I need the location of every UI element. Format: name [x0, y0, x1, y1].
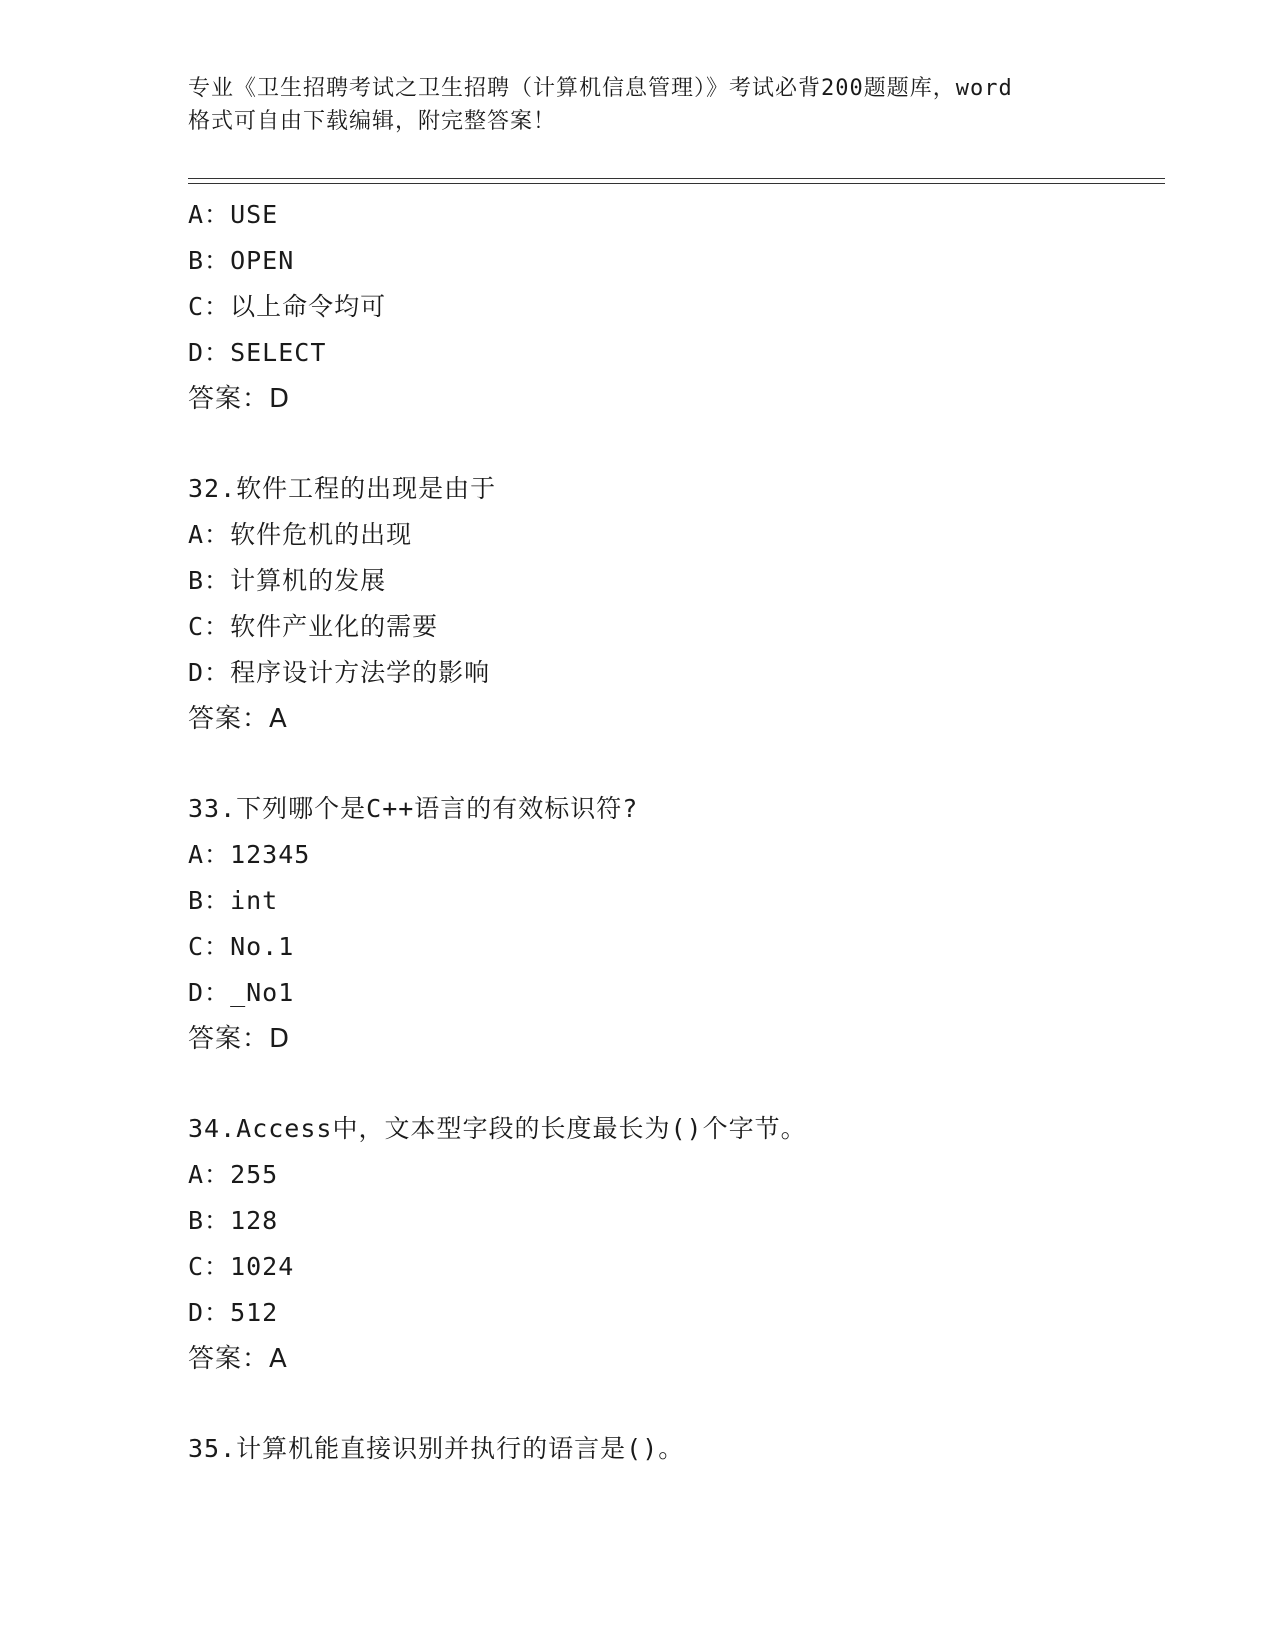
- header-divider-top: [188, 178, 1165, 179]
- option-text: _No1: [230, 978, 295, 1007]
- option-b: [188, 558, 1168, 604]
- option-c: [188, 1244, 1168, 1290]
- option-prefix: C：: [188, 932, 231, 961]
- option-prefix: D：: [188, 338, 231, 367]
- question-text: 32.软件工程的出现是由于: [188, 474, 497, 503]
- option-d: [188, 330, 1168, 376]
- option-text: No.1: [230, 932, 295, 961]
- option-a: [188, 832, 1168, 878]
- answer-line: 答案：A: [188, 704, 288, 734]
- option-b: [188, 878, 1168, 924]
- option-prefix: A：: [188, 1160, 231, 1189]
- question-block: [188, 1106, 1168, 1382]
- option-text: 12345: [230, 840, 311, 869]
- option-text: 512: [230, 1298, 279, 1327]
- option-text: 程序设计方法学的影响: [230, 658, 491, 687]
- question-block: [188, 786, 1168, 1062]
- option-d: [188, 650, 1168, 696]
- option-text: 以上命令均可: [230, 292, 387, 321]
- answer-line: 答案：A: [188, 1344, 288, 1374]
- option-text: 128: [230, 1206, 279, 1235]
- option-prefix: A：: [188, 200, 231, 229]
- option-prefix: B：: [188, 1206, 231, 1235]
- question-list: [188, 192, 1168, 1472]
- option-prefix: D：: [188, 978, 231, 1007]
- option-text: 计算机的发展: [230, 566, 387, 595]
- option-text: 软件产业化的需要: [230, 612, 439, 641]
- option-prefix: A：: [188, 520, 231, 549]
- question-block: [188, 192, 1168, 422]
- header-title-line-1: 专业《卫生招聘考试之卫生招聘（计算机信息管理）》考试必背200题题库，word: [188, 76, 1013, 101]
- option-a: [188, 192, 1168, 238]
- question-text: 34.Access中，文本型字段的长度最长为()个字节。: [188, 1114, 807, 1143]
- header-title-line-2: 格式可自由下载编辑，附完整答案！: [188, 109, 557, 134]
- answer-line: 答案：D: [188, 384, 291, 414]
- question-text: 33.下列哪个是C++语言的有效标识符?: [188, 794, 639, 823]
- option-text: 255: [230, 1160, 279, 1189]
- option-prefix: B：: [188, 886, 231, 915]
- question-block: [188, 466, 1168, 742]
- option-prefix: C：: [188, 1252, 231, 1281]
- option-text: OPEN: [230, 246, 295, 275]
- option-c: [188, 924, 1168, 970]
- question-block: [188, 1426, 1168, 1472]
- option-c: [188, 604, 1168, 650]
- option-a: [188, 1152, 1168, 1198]
- option-d: [188, 1290, 1168, 1336]
- option-a: [188, 512, 1168, 558]
- option-prefix: C：: [188, 292, 231, 321]
- option-text: 软件危机的出现: [230, 520, 413, 549]
- answer-line: 答案：D: [188, 1024, 291, 1054]
- document-header: [188, 72, 1088, 138]
- option-prefix: B：: [188, 246, 231, 275]
- option-prefix: B：: [188, 566, 231, 595]
- header-divider-bottom: [188, 183, 1165, 184]
- option-prefix: C：: [188, 612, 231, 641]
- option-c: [188, 284, 1168, 330]
- option-prefix: A：: [188, 840, 231, 869]
- option-d: [188, 970, 1168, 1016]
- option-text: 1024: [230, 1252, 295, 1281]
- option-text: SELECT: [230, 338, 327, 367]
- option-b: [188, 238, 1168, 284]
- question-text: 35.计算机能直接识别并执行的语言是()。: [188, 1434, 685, 1463]
- option-text: int: [230, 886, 279, 915]
- option-prefix: D：: [188, 658, 231, 687]
- option-b: [188, 1198, 1168, 1244]
- option-prefix: D：: [188, 1298, 231, 1327]
- option-text: USE: [230, 200, 279, 229]
